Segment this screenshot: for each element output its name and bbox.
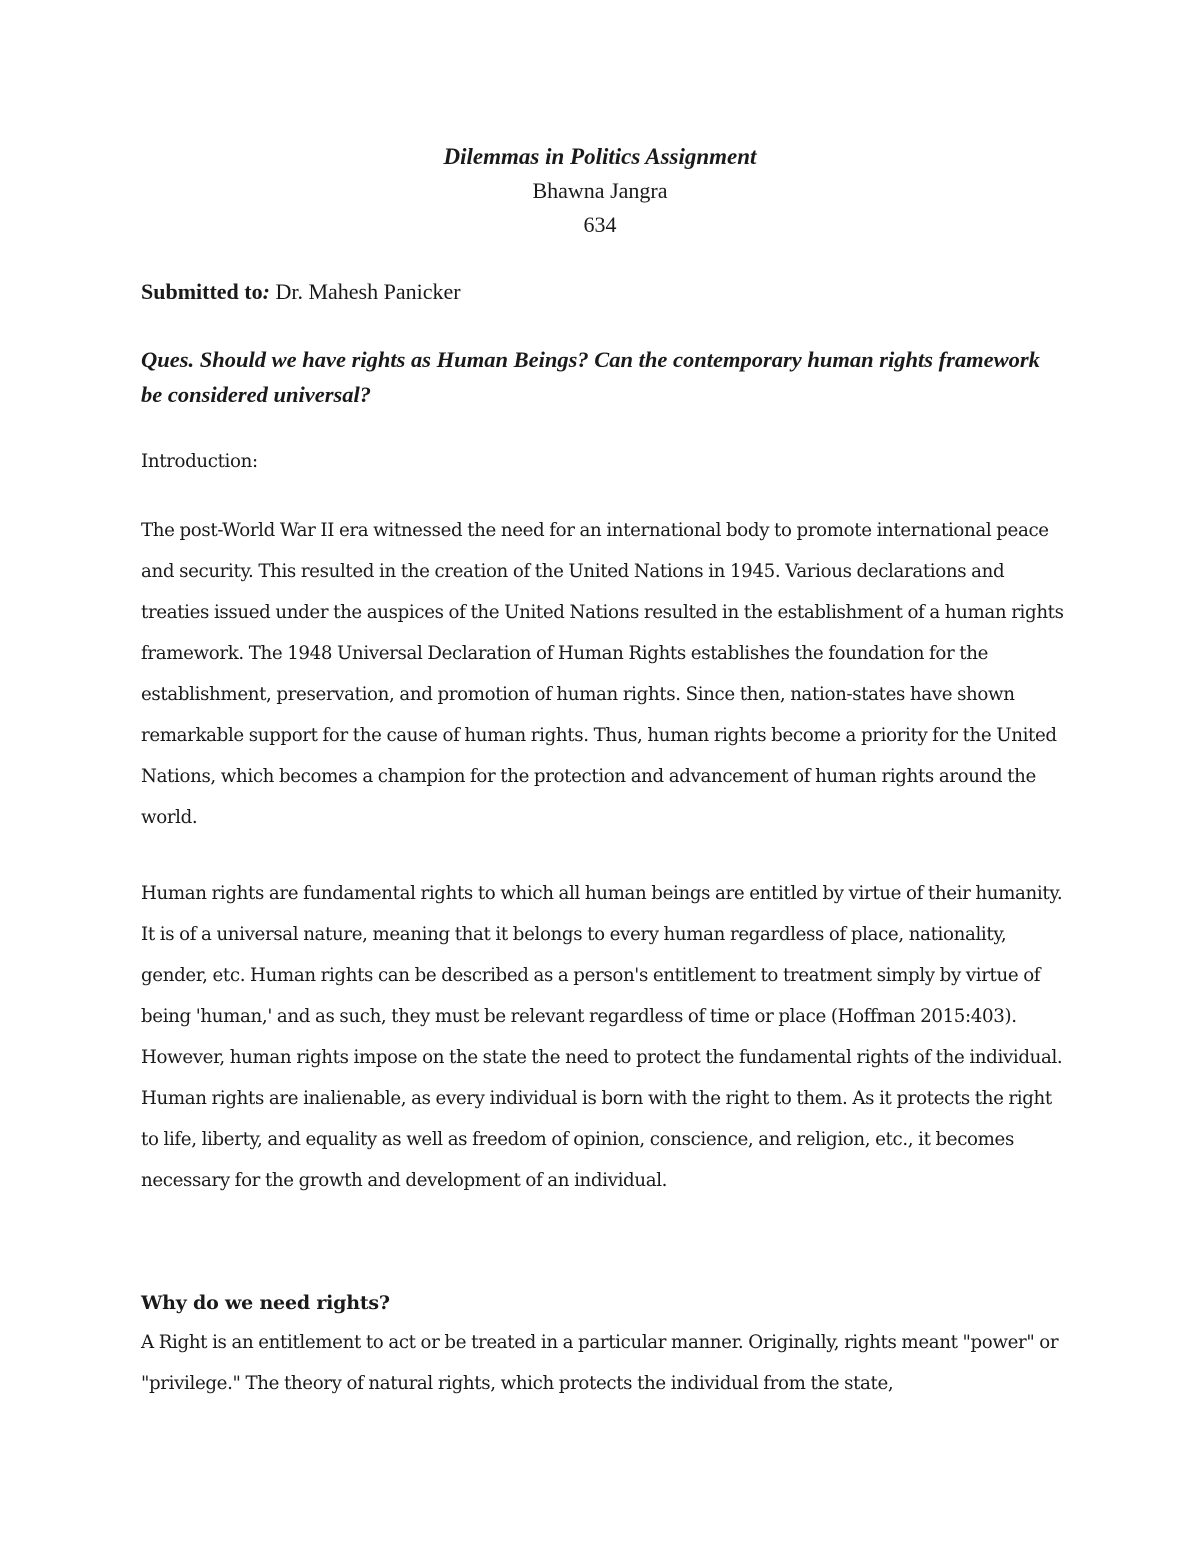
author-name: Bhawna Jangra — [532, 178, 668, 203]
submitted-to-name: Dr. Mahesh Panicker — [269, 279, 461, 304]
section-heading: Why do we need rights? — [141, 1292, 390, 1314]
paragraph-3: A Right is an entitlement to act or be treated in a particular manner. Originally, rights meant "power" or "privilege." The theory of natural rights, which protects the individual from the state, — [141, 1332, 1059, 1394]
submitted-to-colon: : — [262, 279, 270, 304]
submitted-to-line — [141, 275, 461, 309]
document-header — [0, 140, 1200, 242]
introduction-label: Introduction: — [141, 451, 258, 472]
document-title: Dilemmas in Politics Assignment — [443, 144, 757, 169]
paragraph-1: The post-World War II era witnessed the need for an international body to promote international peace and security. This resulted in the creation of the United Nations in 1945. Various declarations and treaties issued under the auspices of the United Nations resulted in the establishment of a human rights framework. The 1948 Universal Declaration of Human Rights establishes the foundation for the establishment, preservation, and promotion of human rights. Since then, nation-states have shown remarkable support for the cause of human rights. Thus, human rights become a priority for the United Nations, which becomes a champion for the protection and advancement of human rights around the world. — [141, 520, 1064, 828]
paragraph-2: Human rights are fundamental rights to which all human beings are entitled by virtue of their humanity. It is of a universal nature, meaning that it belongs to every human regardless of place, nationality, gender, etc. Human rights can be described as a person's entitlement to treatment simply by virtue of being 'human,' and as such, they must be relevant regardless of time or place (Hoffman 2015:403). However, human rights impose on the state the need to protect the fundamental rights of the individual. Human rights are inalienable, as every individual is born with the right to them. As it protects the right to life, liberty, and equality as well as freedom of opinion, conscience, and religion, etc., it becomes necessary for the growth and development of an individual. — [141, 883, 1063, 1191]
assignment-question: Ques. Should we have rights as Human Beings? Can the contemporary human rights framework be considered universal? — [141, 347, 1040, 407]
submitted-to-label: Submitted to — [141, 279, 263, 304]
roll-number: 634 — [583, 212, 617, 237]
